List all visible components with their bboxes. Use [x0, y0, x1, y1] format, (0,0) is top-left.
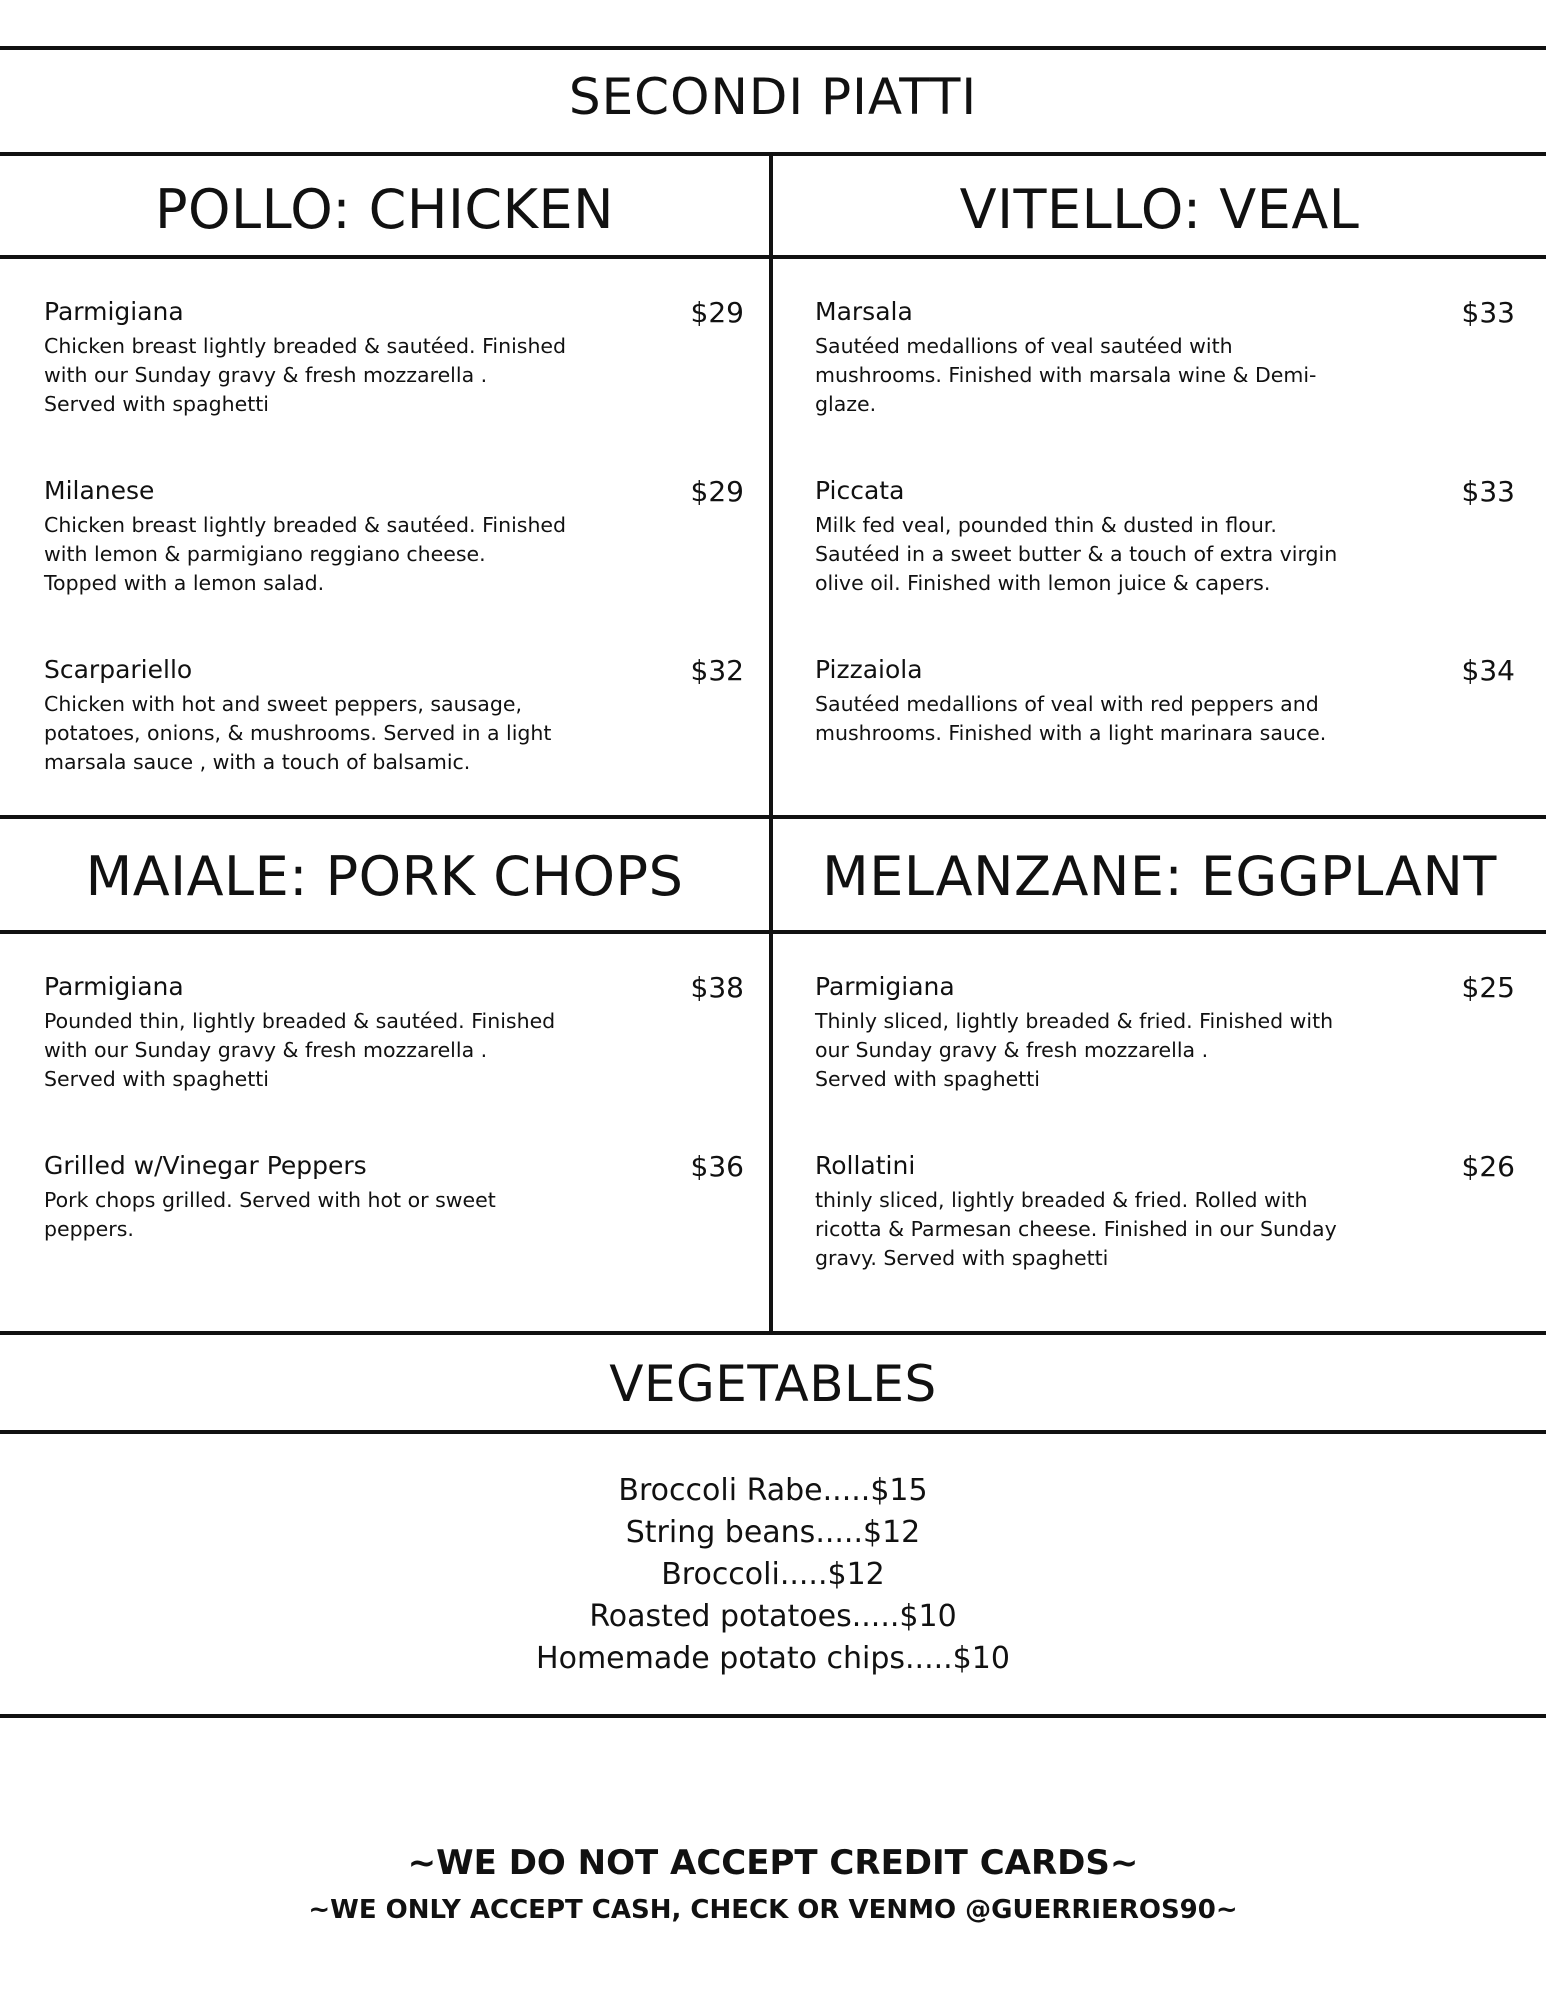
page-title: SECONDI PIATTI [568, 68, 978, 126]
divider-under-section-headers [0, 255, 1546, 259]
item-description: Thinly sliced, lightly breaded & fried. Finished with our Sunday gravy & fresh mozzarella . Served with spaghetti [815, 1009, 1334, 1091]
item-price: $33 [1461, 296, 1515, 329]
menu-item-pork-grilled [44, 1150, 744, 1244]
item-description: Chicken with hot and sweet peppers, sausage, potatoes, onions, & mushrooms. Served in a light marsala sauce , with a touch of balsamic. [44, 692, 552, 774]
item-name: Parmigiana [44, 297, 184, 326]
item-price: $33 [1461, 475, 1515, 508]
section-title-eggplant: MELANZANE: EGGPLANT [822, 845, 1497, 908]
divider-under-vegetables-list [0, 1714, 1546, 1718]
item-description: Chicken breast lightly breaded & sautéed. Finished with lemon & parmigiano reggiano cheese. Topped with a lemon salad. [44, 513, 567, 595]
divider-under-lower-headers [0, 930, 1546, 934]
item-description: Milk fed veal, pounded thin & dusted in flour. Sautéed in a sweet butter & a touch of extra virgin olive oil. Finished with lemon juice & capers. [815, 513, 1338, 595]
divider-above-vegetables [0, 1331, 1546, 1335]
item-description: Chicken breast lightly breaded & sautéed. Finished with our Sunday gravy & fresh mozzarella . Served with spaghetti [44, 334, 567, 416]
item-price: $34 [1461, 654, 1515, 687]
item-description: Pounded thin, lightly breaded & sautéed. Finished with our Sunday gravy & fresh mozzarella . Served with spaghetti [44, 1009, 556, 1091]
item-name: Piccata [815, 476, 905, 505]
menu-item-veal-pizzaiola [815, 654, 1515, 748]
item-description: Pork chops grilled. Served with hot or sweet peppers. [44, 1188, 496, 1241]
payment-notice-primary: ~WE DO NOT ACCEPT CREDIT CARDS~ [407, 1843, 1139, 1883]
item-name: Parmigiana [44, 972, 184, 1001]
column-divider [769, 152, 773, 1333]
section-title-vegetables: VEGETABLES [609, 1355, 937, 1413]
item-name: Marsala [815, 297, 913, 326]
item-description: Sautéed medallions of veal with red peppers and mushrooms. Finished with a light marinara sauce. [815, 692, 1327, 745]
vegetables-list [0, 1470, 1546, 1680]
menu-item-eggplant-parmigiana [815, 971, 1515, 1094]
vegetable-item: Broccoli.....$12 [661, 1557, 885, 1592]
item-description: Sautéed medallions of veal sautéed with mushrooms. Finished with marsala wine & Demi- glaze. [815, 334, 1317, 416]
menu-item-chicken-milanese [44, 475, 744, 598]
divider-under-vegetables-title [0, 1430, 1546, 1434]
item-price: $32 [690, 654, 744, 687]
divider-middle [0, 815, 1546, 819]
menu-item-chicken-parmigiana [44, 296, 744, 419]
item-name: Parmigiana [815, 972, 955, 1001]
item-name: Pizzaiola [815, 655, 923, 684]
item-price: $36 [690, 1150, 744, 1183]
menu-item-veal-piccata [815, 475, 1515, 598]
vegetable-item: String beans.....$12 [625, 1515, 921, 1550]
section-title-veal: VITELLO: VEAL [959, 178, 1360, 241]
menu-item-chicken-scarpariello [44, 654, 744, 777]
item-price: $38 [690, 971, 744, 1004]
item-name: Grilled w/Vinegar Peppers [44, 1151, 367, 1180]
section-title-pork: MAIALE: PORK CHOPS [85, 845, 684, 908]
payment-notice-secondary: ~WE ONLY ACCEPT CASH, CHECK OR VENMO @GUERRIEROS90~ [308, 1895, 1238, 1925]
divider-under-title [0, 152, 1546, 156]
menu-item-veal-marsala [815, 296, 1515, 419]
section-title-chicken: POLLO: CHICKEN [154, 178, 615, 241]
item-price: $29 [690, 296, 744, 329]
item-price: $29 [690, 475, 744, 508]
divider-top [0, 46, 1546, 50]
menu-item-pork-parmigiana [44, 971, 744, 1094]
vegetable-item: Roasted potatoes.....$10 [589, 1599, 957, 1634]
item-price: $25 [1461, 971, 1515, 1004]
vegetable-item: Homemade potato chips.....$10 [536, 1641, 1010, 1676]
menu-item-eggplant-rollatini [815, 1150, 1515, 1273]
item-name: Scarpariello [44, 655, 193, 684]
item-description: thinly sliced, lightly breaded & fried. Rolled with ricotta & Parmesan cheese. Finished in our Sunday gravy. Served with spaghetti [815, 1188, 1337, 1270]
item-name: Rollatini [815, 1151, 916, 1180]
vegetable-item: Broccoli Rabe.....$15 [618, 1473, 928, 1508]
item-price: $26 [1461, 1150, 1515, 1183]
item-name: Milanese [44, 476, 155, 505]
